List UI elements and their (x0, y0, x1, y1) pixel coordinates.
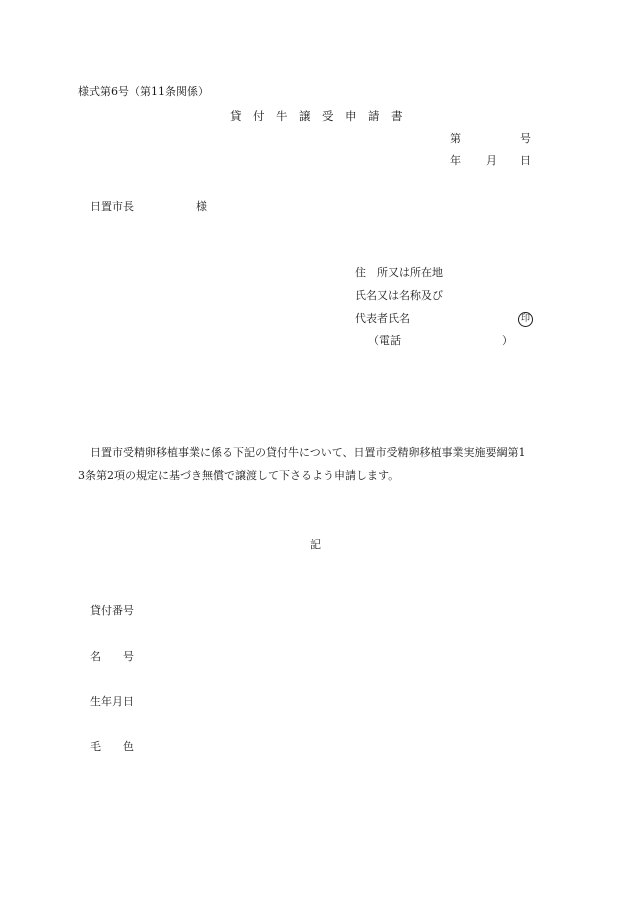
body-line-2: 3条第2項の規定に基づき無償で譲渡して下さるよう申請します。 (78, 469, 400, 482)
document-title: 貸 付 牛 譲 受 申 請 書 (230, 109, 403, 123)
record-label: 記 (310, 538, 321, 551)
addressee-name: 日置市長 (90, 200, 134, 213)
applicant-name-label: 氏名又は名称及び (355, 289, 443, 302)
item-birth-date: 生年月日 (90, 695, 134, 708)
item-coat-color: 毛 色 (90, 740, 134, 753)
applicant-address-label: 住 所又は所在地 (355, 266, 443, 279)
applicant-rep-label: 代表者氏名 (355, 312, 410, 325)
date-day: 日 (520, 154, 531, 167)
item-name: 名 号 (90, 650, 134, 663)
date-year: 年 (450, 154, 461, 167)
seal-mark-icon (518, 312, 533, 327)
addressee-honorific: 様 (196, 200, 207, 213)
doc-number-suffix: 号 (520, 132, 531, 145)
seal-label: 印 (518, 312, 533, 327)
doc-number-prefix: 第 (450, 132, 461, 145)
phone-close: ） (502, 334, 513, 347)
date-month: 月 (486, 154, 497, 167)
item-loan-number: 貸付番号 (90, 604, 134, 617)
body-line-1: 日置市受精卵移植事業に係る下記の貸付牛について、日置市受精卵移植事業実施要綱第1 (90, 446, 526, 459)
phone-open: （電話 (368, 334, 401, 347)
form-number: 様式第6号（第11条関係） (78, 85, 209, 98)
